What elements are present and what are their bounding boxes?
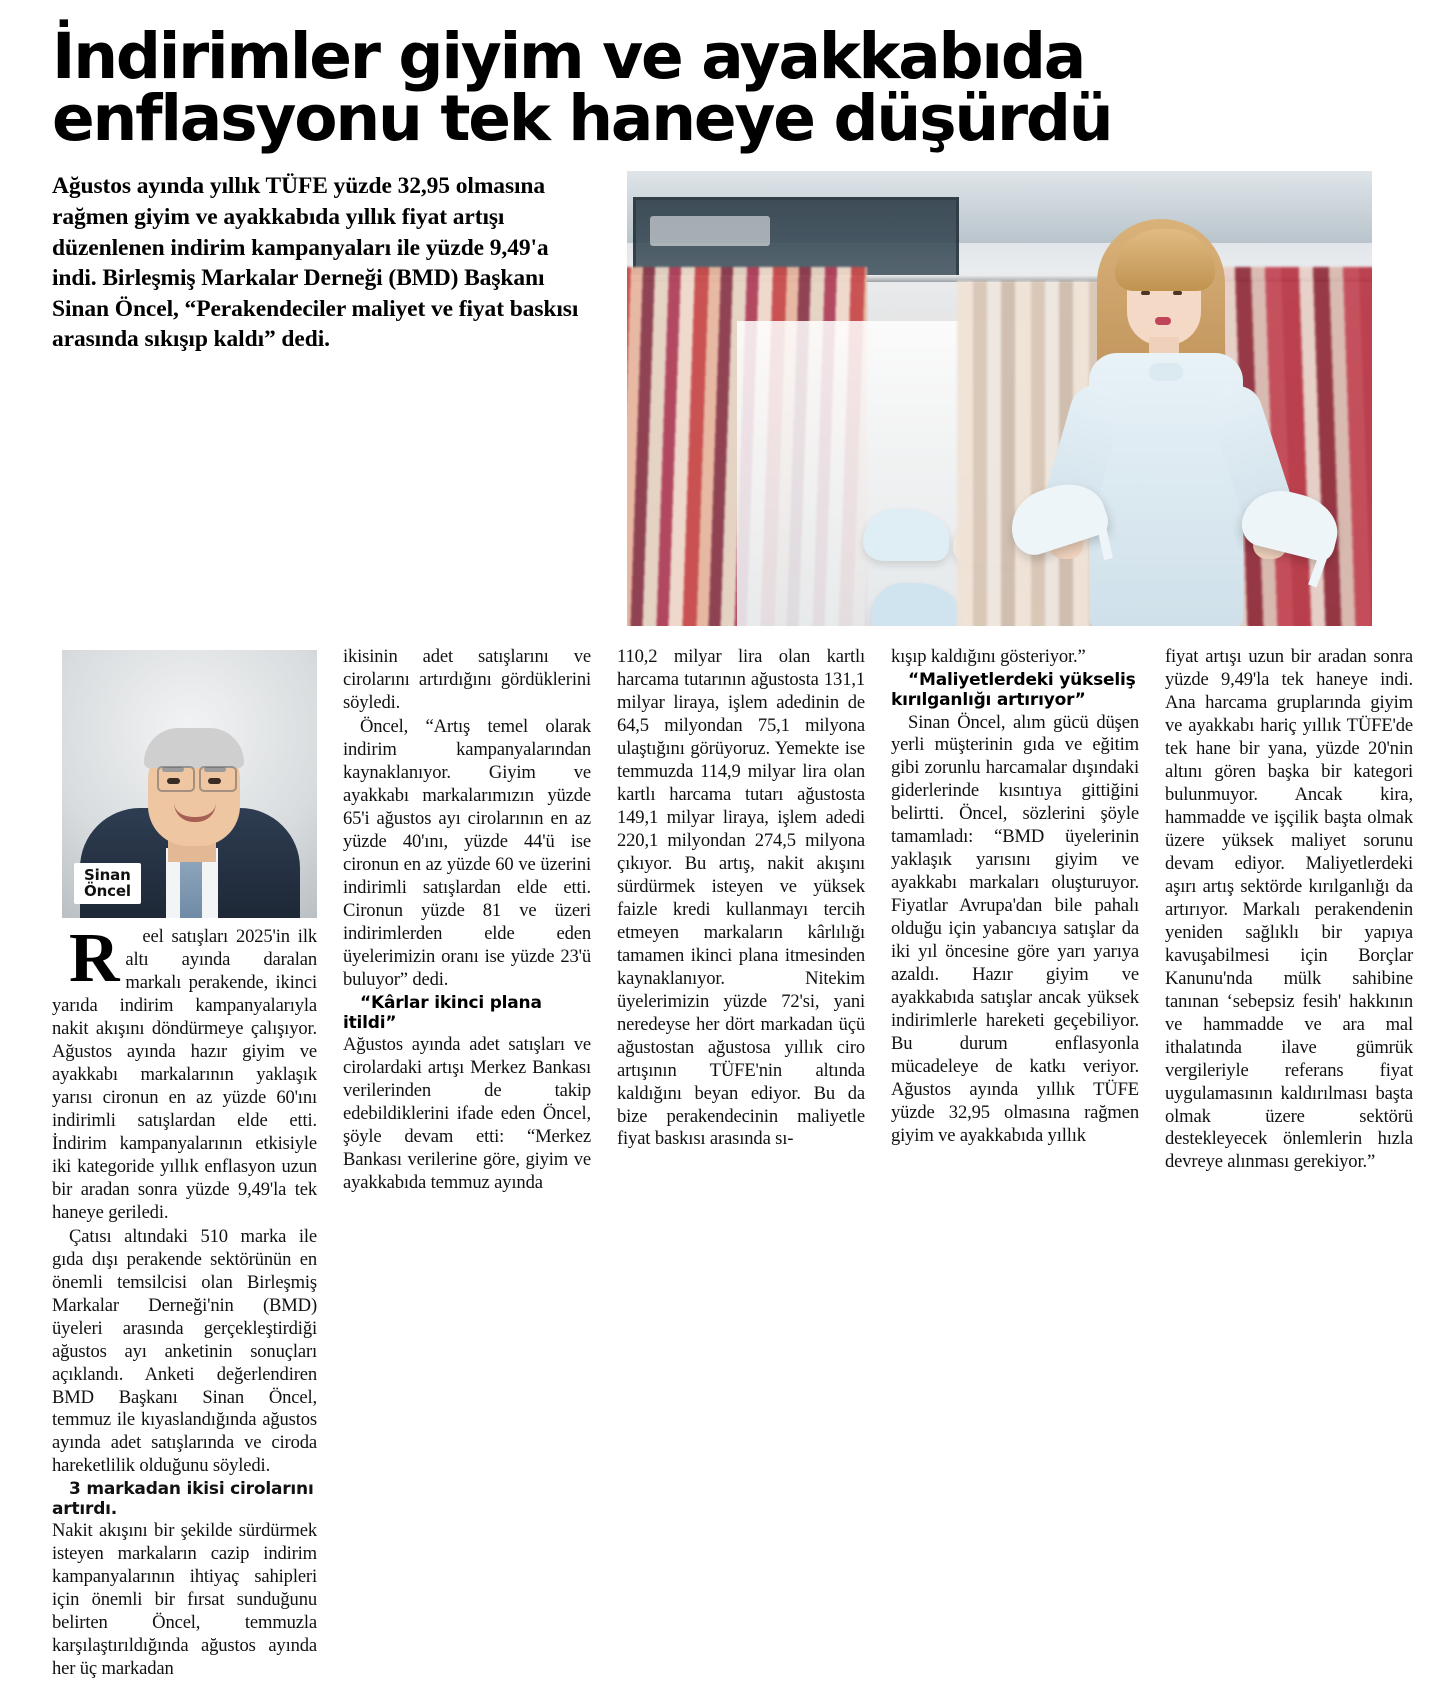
eye-left — [167, 778, 180, 784]
paragraph: Çatısı altındaki 510 marka ile gıda dışı perakende sektörünün en önemli temsilcisi olan Birleşmiş Markalar Derneği'nin (BMD) üyeleri arasında gerçekleştirdiği ağustos ayı anketinin sonuçları açıklandı. Anketi değerlendiren BMD Başkanı Sinan Öncel, temmuz ile kıyaslandığında ağustos ayında adet satışlarında ve ciroda hareketlilik olduğunu söyledi. — [52, 1225, 317, 1477]
tie — [180, 856, 202, 918]
paragraph: fiyat artışı uzun bir aradan sonra yüzde 9,49'la tek haneye indi. Ana harcama gruplarında giyim ve ayakkabı hariç yıllık TÜFE'de tek hane bir yana, yüzde 20'nin altını gören başka bir kategori bulunmuyor. Ancak kira, hammadde ve işçilik başta olmak üzere yüksek maliyet sorunu devam ediyor. Maliyetlerdeki aşırı artış sektörde kırılganlığı da artırıyor. Markalı perakendenin yeniden sağlıklı bir yapıya kavuşabilmesi için Borçlar Kanunu'nda mülk sahibine tanınan ‘sebepsiz fesih' hakkının ve hammadde ve ara mal ithalatında ilave gümrük vergileriyle referans fiyat uygulamasının kaldırılması başta olmak üzere sektörü destekleyecek önlemlerin hızla devreye alınması gerekiyor.” — [1165, 646, 1413, 1173]
headline-line-1: İndirimler giyim ve ayakkabıda — [52, 20, 1085, 93]
standfirst: Ağustos ayında yıllık TÜFE yüzde 32,95 olmasına rağmen giyim ve ayakkabıda yıllık fiyat artışı düzenlenen indirim kampanyaları ile yüzde 9,49'a indi. Birleşmiş Markalar Derneği (BMD) Başkanı Sinan Öncel, “Perakendeciler maliyet ve fiyat baskısı arasında sıkışıp kaldı” dedi. — [52, 173, 579, 353]
shoe-icon — [863, 509, 949, 561]
newspaper-page — [0, 20, 1453, 1680]
caption-line-1: Sinan — [84, 866, 131, 885]
blouse-bow — [1149, 363, 1183, 381]
article-column-3 — [617, 646, 865, 1681]
headline-line-2: enflasyonu tek haneye düşürdü — [52, 81, 1112, 155]
portrait-photo-sinan-oncel — [62, 650, 317, 918]
section-subhead: 3 markadan ikisi cirolarını artırdı. — [52, 1479, 314, 1520]
article-column-4 — [891, 646, 1139, 1681]
paragraph: Reel satışları 2025'in ilk altı ayında daralan markalı perakende, ikinci yarıda indirim kampanyalarıyla nakit akışını döndürmeye çalışıyor. Ağustos ayında hazır giyim ve ayakkabı markalarının yaklaşık yarısı cironun en az yüzde 60'ını indirimli satışlardan elde etti. İndirim kampanyalarının etkisiyle iki kategoride yıllık enflasyon uzun bir aradan sonra yüzde 9,49'la tek haneye geriledi. — [52, 920, 317, 1223]
section-subhead: “Maliyetlerdeki yükseliş kırılganlığı artırıyor” — [891, 670, 1136, 711]
paragraph: Nakit akışını bir şekilde sürdürmek isteyen markaların cazip indirim kampanyalarının ihtiyaç sahipleri için önemli bir fırsat sunduğunu belirten Öncel, temmuzla karşılaştırıldığında ağustos ayında her üç markadan — [52, 1520, 317, 1680]
article-column-2 — [343, 646, 591, 1681]
photo-caption — [74, 863, 141, 904]
lead-section — [52, 171, 1413, 626]
eye-left — [1141, 291, 1150, 295]
eye-right — [208, 778, 221, 784]
hair — [144, 728, 244, 768]
article-column-5 — [1165, 646, 1413, 1681]
article-body — [52, 646, 1413, 1681]
paragraph: ikisinin adet satışlarını ve cirolarını artırdığını gördüklerini söyledi. — [343, 646, 591, 714]
lips — [1155, 317, 1171, 325]
shoe-icon — [871, 583, 959, 626]
paragraph: 110,2 milyar lira olan kartlı harcama tutarının ağustosta 131,1 milyar liraya, işlem adedinin de 64,5 milyondan 75,1 milyona ulaştığını görüyoruz. Yemekte ise temmuzda 114,9 milyar lira olan kartlı harcama tutarı ağustosta 149,1 milyar liraya, işlem adedi 220,1 milyondan 274,5 milyona çıkıyor. Bu artış, nakit akışını sürdürmek isteyen ve yüksek faizle kredi kullanmayı tercih etmeyen markaların kârlılığı tamamen ikinci plana itmesinden kaynaklanıyor. Nitekim üyelerimizin yüzde 72'si, yani neredeyse her dört markadan üçü ağustostan ağustosa yıllık ciro artışının TÜFE'nin altında kaldığını beyan ediyor. Bu da bize perakendecinin maliyetle fiyat baskısı arasında sı- — [617, 646, 865, 1150]
eye-right — [1173, 291, 1182, 295]
woman-shopper-figure — [1031, 207, 1331, 626]
section-subhead: “Kârlar ikinci plana itildi” — [343, 992, 542, 1033]
paragraph: Öncel, “Artış temel olarak indirim kampanyalarından kaynaklanıyor. Giyim ve ayakkabı markalarımızın yüzde 65'i ağustos ayı cirolarının en az yüzde 40'ını, yüzde 44'ü ise cironun en az yüzde 60 ve üzerini indirimli satışlardan elde etti. Cironun yüzde 81 ve üzeri indirimlerden elde eden üyelerimizin oranı ise yüzde 23'ü buluyor” dedi. — [343, 716, 591, 990]
article-column-1 — [52, 646, 317, 1681]
paragraph: kışıp kaldığını gösteriyor.” — [891, 646, 1086, 668]
paragraph: Ağustos ayında adet satışları ve cirolardaki artışı Merkez Bankası verilerinden de takip edebildiklerini ifade eden Öncel, şöyle devam etti: “Merkez Bankası verilerine göre, giyim ve ayakkabıda temmuz ayında — [343, 1033, 591, 1193]
caption-line-2: Öncel — [84, 882, 131, 901]
lead-photo — [627, 171, 1372, 626]
page-title — [52, 20, 1413, 155]
shoe-store-photo — [627, 171, 1372, 626]
paragraph: Sinan Öncel, alım gücü düşen yerli müşterinin gıda ve eğitim gibi zorunlu harcamalar dışındaki giderlerinde kısıntıya gittiğini belirtti. Öncel, sözlerini şöyle tamamladı: “BMD üyelerinin yaklaşık yarısını giyim ve ayakkabı markaları oluşturuyor. Fiyatlar Avrupa'dan bile pahalı olduğu için yabancıya satışlar da iki yıl öncesine göre yarı yarıya azaldı. Hazır giyim ve ayakkabıda satışlar ancak yüksek indirimlerle hareketi geçebiliyor. Bu durum enflasyonla mücadeleye de katkı veriyor. Ağustos ayında yıllık TÜFE yüzde 32,95 olmasına rağmen giyim ve ayakkabıda yıllık — [891, 711, 1139, 1146]
